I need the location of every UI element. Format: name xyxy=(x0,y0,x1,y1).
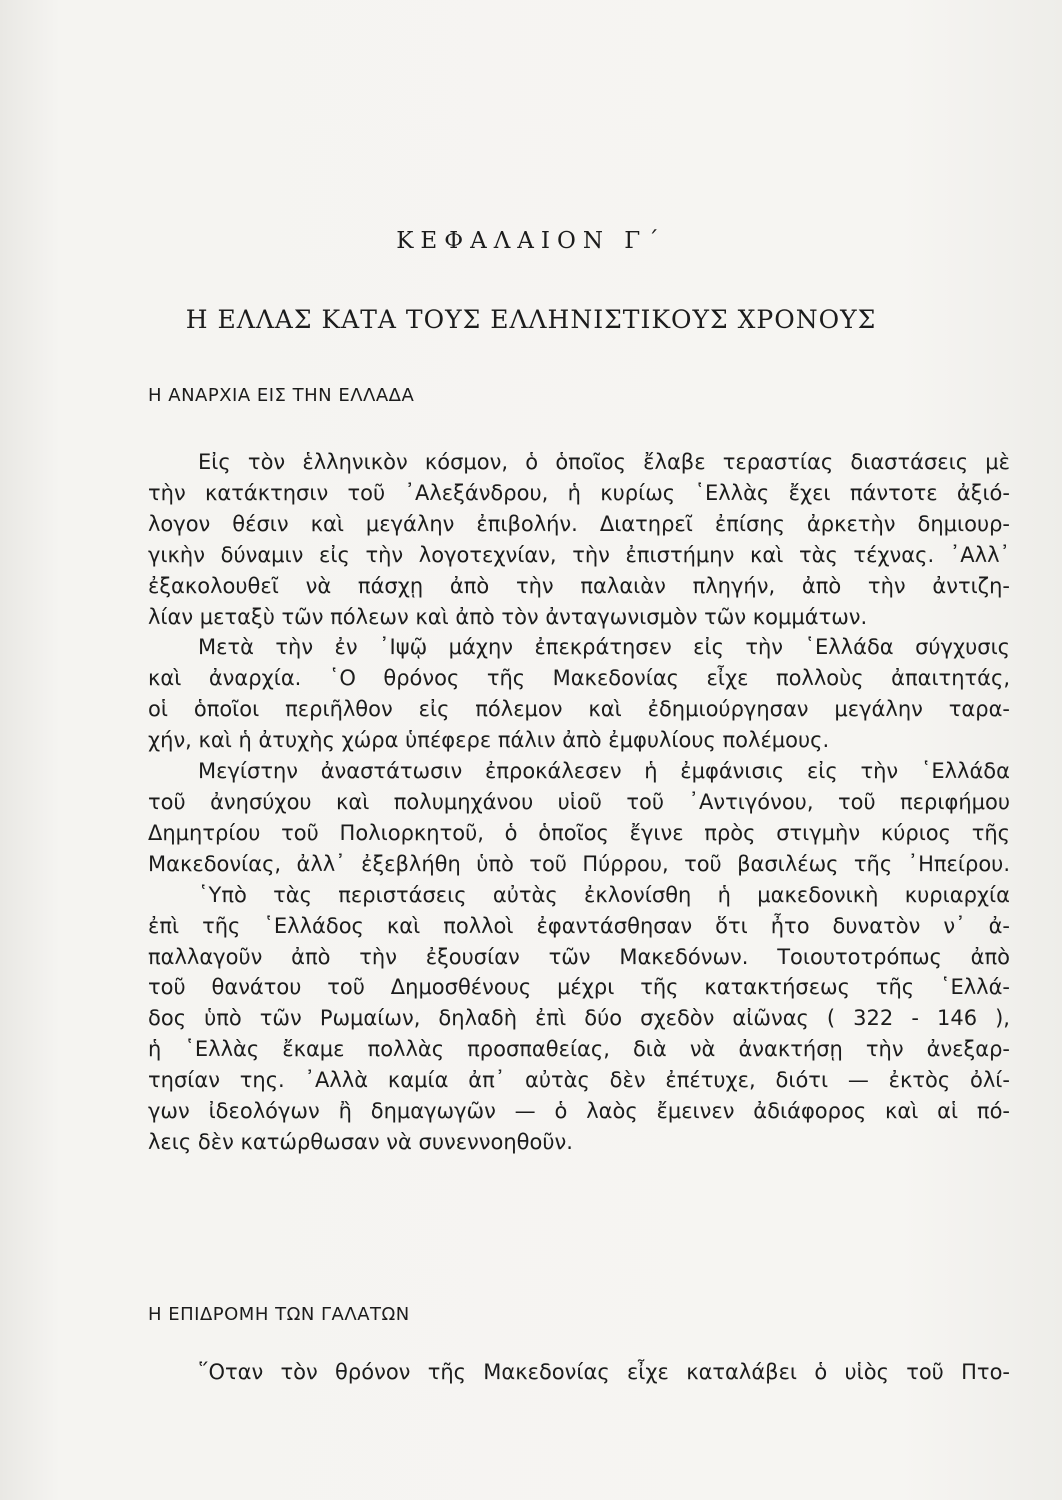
text-line: ῾Υπὸ τὰς περιστάσεις αὐτὰς ἐκλονίσθη ἡ μακεδονικὴ κυριαρχία xyxy=(198,882,1010,907)
section-heading-anarchy: Η ΑΝΑΡΧΙΑ ΕΙΣ ΤΗΝ ΕΛΛΑΔΑ xyxy=(148,385,415,406)
text-line: τησίαν της. ᾿Αλλὰ καμία ἀπ᾿ αὐτὰς δὲν ἐπέτυχε, διότι — ἐκτὸς ὀλί- xyxy=(148,1068,1010,1093)
text-line: γικὴν δύναμιν εἰς τὴν λογοτεχνίαν, τὴν ἐπιστήμην καὶ τὰς τέχνας. ᾿Αλλ᾿ xyxy=(148,542,1010,567)
text-line: δος ὑπὸ τῶν Ρωμαίων, δηλαδὴ ἐπὶ δύο σχεδὸν αἰῶνας ( 322 - 146 ), xyxy=(148,1006,1010,1031)
text-line: Μακεδονίας, ἀλλ᾿ ἐξεβλήθη ὑπὸ τοῦ Πύρρου, τοῦ βασιλέως τῆς ᾿Ηπείρου. xyxy=(148,851,1010,876)
text-line: τοῦ θανάτου τοῦ Δημοσθένους μέχρι τῆς κατακτήσεως τῆς ῾Ελλά- xyxy=(148,975,1010,1000)
text-line: Μετὰ τὴν ἐν ᾿Ιψῷ μάχην ἐπεκράτησεν εἰς τὴν ῾Ελλάδα σύγχυσις xyxy=(198,635,1010,660)
chapter-label: ΚΕΦΑΛΑΙΟΝ Γ΄ xyxy=(396,228,666,254)
text-line: τὴν κατάκτησιν τοῦ ᾿Αλεξάνδρου, ἡ κυρίως ῾Ελλὰς ἔχει πάντοτε ἀξιό- xyxy=(148,480,1010,505)
text-line: ῞Οταν τὸν θρόνον τῆς Μακεδονίας εἶχε καταλάβει ὁ υἱὸς τοῦ Πτο- xyxy=(198,1360,1010,1384)
section-body-anarchy xyxy=(148,447,1010,1158)
text-line: λίαν μεταξὺ τῶν πόλεων καὶ ἀπὸ τὸν ἀνταγωνισμὸν τῶν κομμάτων. xyxy=(148,604,868,629)
section-body-galatians xyxy=(148,1357,1010,1388)
text-line: γων ἰδεολόγων ἢ δημαγωγῶν — ὁ λαὸς ἔμεινεν ἀδιάφορος καὶ αἱ πό- xyxy=(148,1099,1010,1124)
text-line: Μεγίστην ἀναστάτωσιν ἐπροκάλεσεν ἡ ἐμφάνισις εἰς τὴν ῾Ελλάδα xyxy=(198,759,1010,784)
chapter-title: Η ΕΛΛΑΣ ΚΑΤΑ ΤΟΥΣ ΕΛΛΗΝΙΣΤΙΚΟΥΣ ΧΡΟΝΟΥΣ xyxy=(185,305,877,334)
text-line: χήν, καὶ ἡ ἀτυχὴς χώρα ὑπέφερε πάλιν ἀπὸ ἐμφυλίους πολέμους. xyxy=(148,728,830,753)
text-line: ἐπὶ τῆς ῾Ελλάδος καὶ πολλοὶ ἐφαντάσθησαν ὅτι ἦτο δυνατὸν ν᾿ ἀ- xyxy=(148,913,1010,938)
section-heading-galatians: Η ΕΠΙΔΡΟΜΗ ΤΩΝ ΓΑΛΑΤΩΝ xyxy=(148,1304,410,1325)
text-line: καὶ ἀναρχία. ῾Ο θρόνος τῆς Μακεδονίας εἶχε πολλοὺς ἀπαιτητάς, xyxy=(148,666,1010,691)
text-line: λογον θέσιν καὶ μεγάλην ἐπιβολήν. Διατηρεῖ ἐπίσης ἀρκετὴν δημιουρ- xyxy=(148,511,1010,536)
text-line: τοῦ ἀνησύχου καὶ πολυμηχάνου υἱοῦ τοῦ ᾿Αντιγόνου, τοῦ περιφήμου xyxy=(148,789,1010,814)
text-line: λεις δὲν κατώρθωσαν νὰ συνεννοηθοῦν. xyxy=(148,1129,573,1154)
text-line: ἡ ῾Ελλὰς ἔκαμε πολλὰς προσπαθείας, διὰ νὰ ἀνακτήσῃ τὴν ἀνεξαρ- xyxy=(148,1037,1010,1062)
text-line: Εἰς τὸν ἑλληνικὸν κόσμον, ὁ ὁποῖος ἔλαβε τεραστίας διαστάσεις μὲ xyxy=(198,450,1010,474)
text-line: οἱ ὁποῖοι περιῆλθον εἰς πόλεμον καὶ ἐδημιούργησαν μεγάλην ταρα- xyxy=(148,697,1010,722)
text-line: Δημητρίου τοῦ Πολιορκητοῦ, ὁ ὁποῖος ἔγινε πρὸς στιγμὴν κύριος τῆς xyxy=(148,820,1010,845)
text-line: παλλαγοῦν ἀπὸ τὴν ἐξουσίαν τῶν Μακεδόνων. Τοιουτοτρόπως ἀπὸ xyxy=(148,944,1010,969)
text-line: ἐξακολουθεῖ νὰ πάσχῃ ἀπὸ τὴν παλαιὰν πληγήν, ἀπὸ τὴν ἀντιζη- xyxy=(148,573,1010,598)
